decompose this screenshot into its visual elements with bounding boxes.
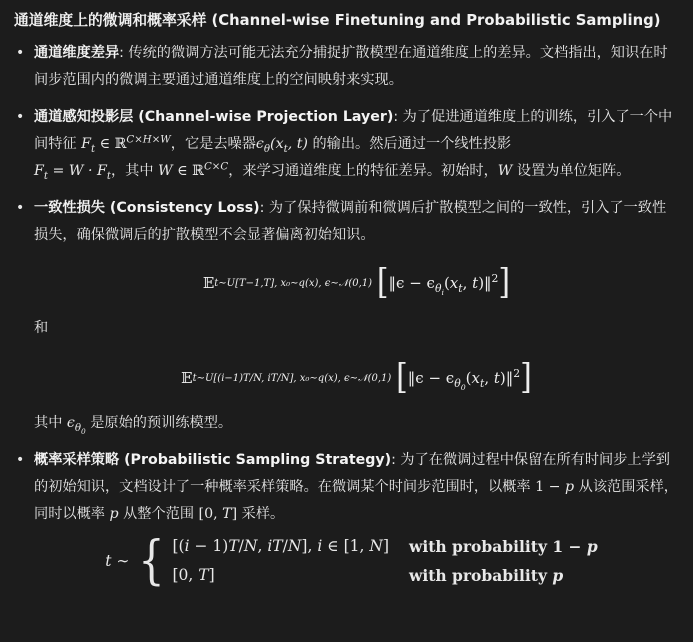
bullet-text: ，其中 <box>110 163 154 179</box>
bullet-text: 从该范围采样，同时以概率 <box>34 479 678 522</box>
bullet-dot-icon: • <box>16 452 25 468</box>
list-item-projection-layer: • 通道感知投影层 (Channel-wise Projection Layer): 为了促进通道维度上的训练，引入了一个中间特征 $F_t$ ∈ ℝ$^{C\times H\times W}$，它是去噪器$\epsilon_\theta(x_t$, t) 的输出。然后通过一个线性投影 $F_t = W \cdot F_t$，其中 W ∈ ℝ$^{C\times C}$，来学习通道维度上的特征差异。初始时，W 设置为单位矩阵。 <box>14 104 679 185</box>
math-feature: $F_t$ <box>81 136 96 155</box>
bullet-title: 通道维度差异 <box>34 45 120 61</box>
bullet-text: : 为了在微调过程中保留在所有时间步上学到的初始知识，文档设计了一种概率采样策略。在微调某个时间步范围时，以概率 <box>34 452 670 495</box>
equation-finetuned-loss: 𝔼 t∼U[T−1,T], x₀∼q(x), ϵ∼𝒩(0,1) [ ‖ϵ − $\epsilon_{\theta_i}(x_t$, t)‖$^2$ ] <box>202 262 511 303</box>
bullet-dot-icon: • <box>16 45 25 61</box>
bullet-text: 采样。 <box>241 506 285 522</box>
equation-sampling-cases: t ∼ { [(i − 1)T/N, iT/N], i ∈ [1, N] with probability 1 − p [0, T] with probability p <box>105 531 598 591</box>
bullet-text: 的输出。然后通过一个线性投影 <box>312 136 512 152</box>
list-item-probabilistic-sampling: • 概率采样策略 (Probabilistic Sampling Strategy): 为了在微调过程中保留在所有时间步上学到的初始知识，文档设计了一种概率采样策略。在微调某个时间步范围时，以概率 1 − p 从该范围采样，同时以概率 p 从整个范围 [0, T] 采样。 t ∼ { [(i − 1)T/N, iT/N], i ∈ [1, N] with probability 1 − p [0, T] with probability p <box>14 447 679 590</box>
bullet-title: 概率采样策略 (Probabilistic Sampling Strategy) <box>34 452 392 468</box>
bullet-text: : 传统的微调方法可能无法充分捕捉扩散模型在通道维度上的差异。文档指出，知识在时间步范围内的微调主要通过通道维度上的空间映射来实现。 <box>34 45 668 88</box>
math-projection: $F_t = W \cdot F_t$ <box>34 163 111 182</box>
math-denoiser: $\epsilon_\theta(x_t$, t) <box>255 136 308 155</box>
bullet-dot-icon: • <box>16 200 25 216</box>
bullet-text: 从整个范围 <box>123 506 195 522</box>
bullet-dot-icon: • <box>16 109 25 125</box>
math-weight: W <box>158 163 173 179</box>
bullet-text: ，它是去噪器 <box>170 136 256 152</box>
bullet-text: : 为了保持微调前和微调后扩散模型之间的一致性，引入了一致性损失，确保微调后的扩散模型不会显著偏离初始知识。 <box>34 200 667 243</box>
section-heading: 通道维度上的微调和概率采样 (Channel-wise Finetuning and Probabilistic Sampling) <box>14 12 661 29</box>
bullet-text: : 为了促进通道维度上的训练，引入了一个中间特征 <box>34 109 673 152</box>
equation-original-loss: 𝔼 t∼U[(i−1)T/N, iT/N], x₀∼q(x), ϵ∼𝒩(0,1) [ ‖ϵ − $\epsilon_{\theta_0}(x_t$, t)‖$^2$ ] <box>181 357 532 398</box>
bullet-title: 通道感知投影层 (Channel-wise Projection Layer) <box>34 109 394 125</box>
bullet-text: 设置为单位矩阵。 <box>516 163 631 179</box>
bullet-text: ，来学习通道维度上的特征差异。初始时， <box>228 163 498 179</box>
conjunction-and: 和 <box>34 320 49 336</box>
where-line: 其中 $\epsilon_{\theta_0}$ 是原始的预训练模型。 <box>34 415 233 436</box>
list-item-channel-difference <box>14 40 679 94</box>
bullet-list <box>14 40 679 590</box>
bullet-title: 一致性损失 (Consistency Loss) <box>34 200 260 216</box>
list-item-consistency-loss <box>14 195 679 437</box>
